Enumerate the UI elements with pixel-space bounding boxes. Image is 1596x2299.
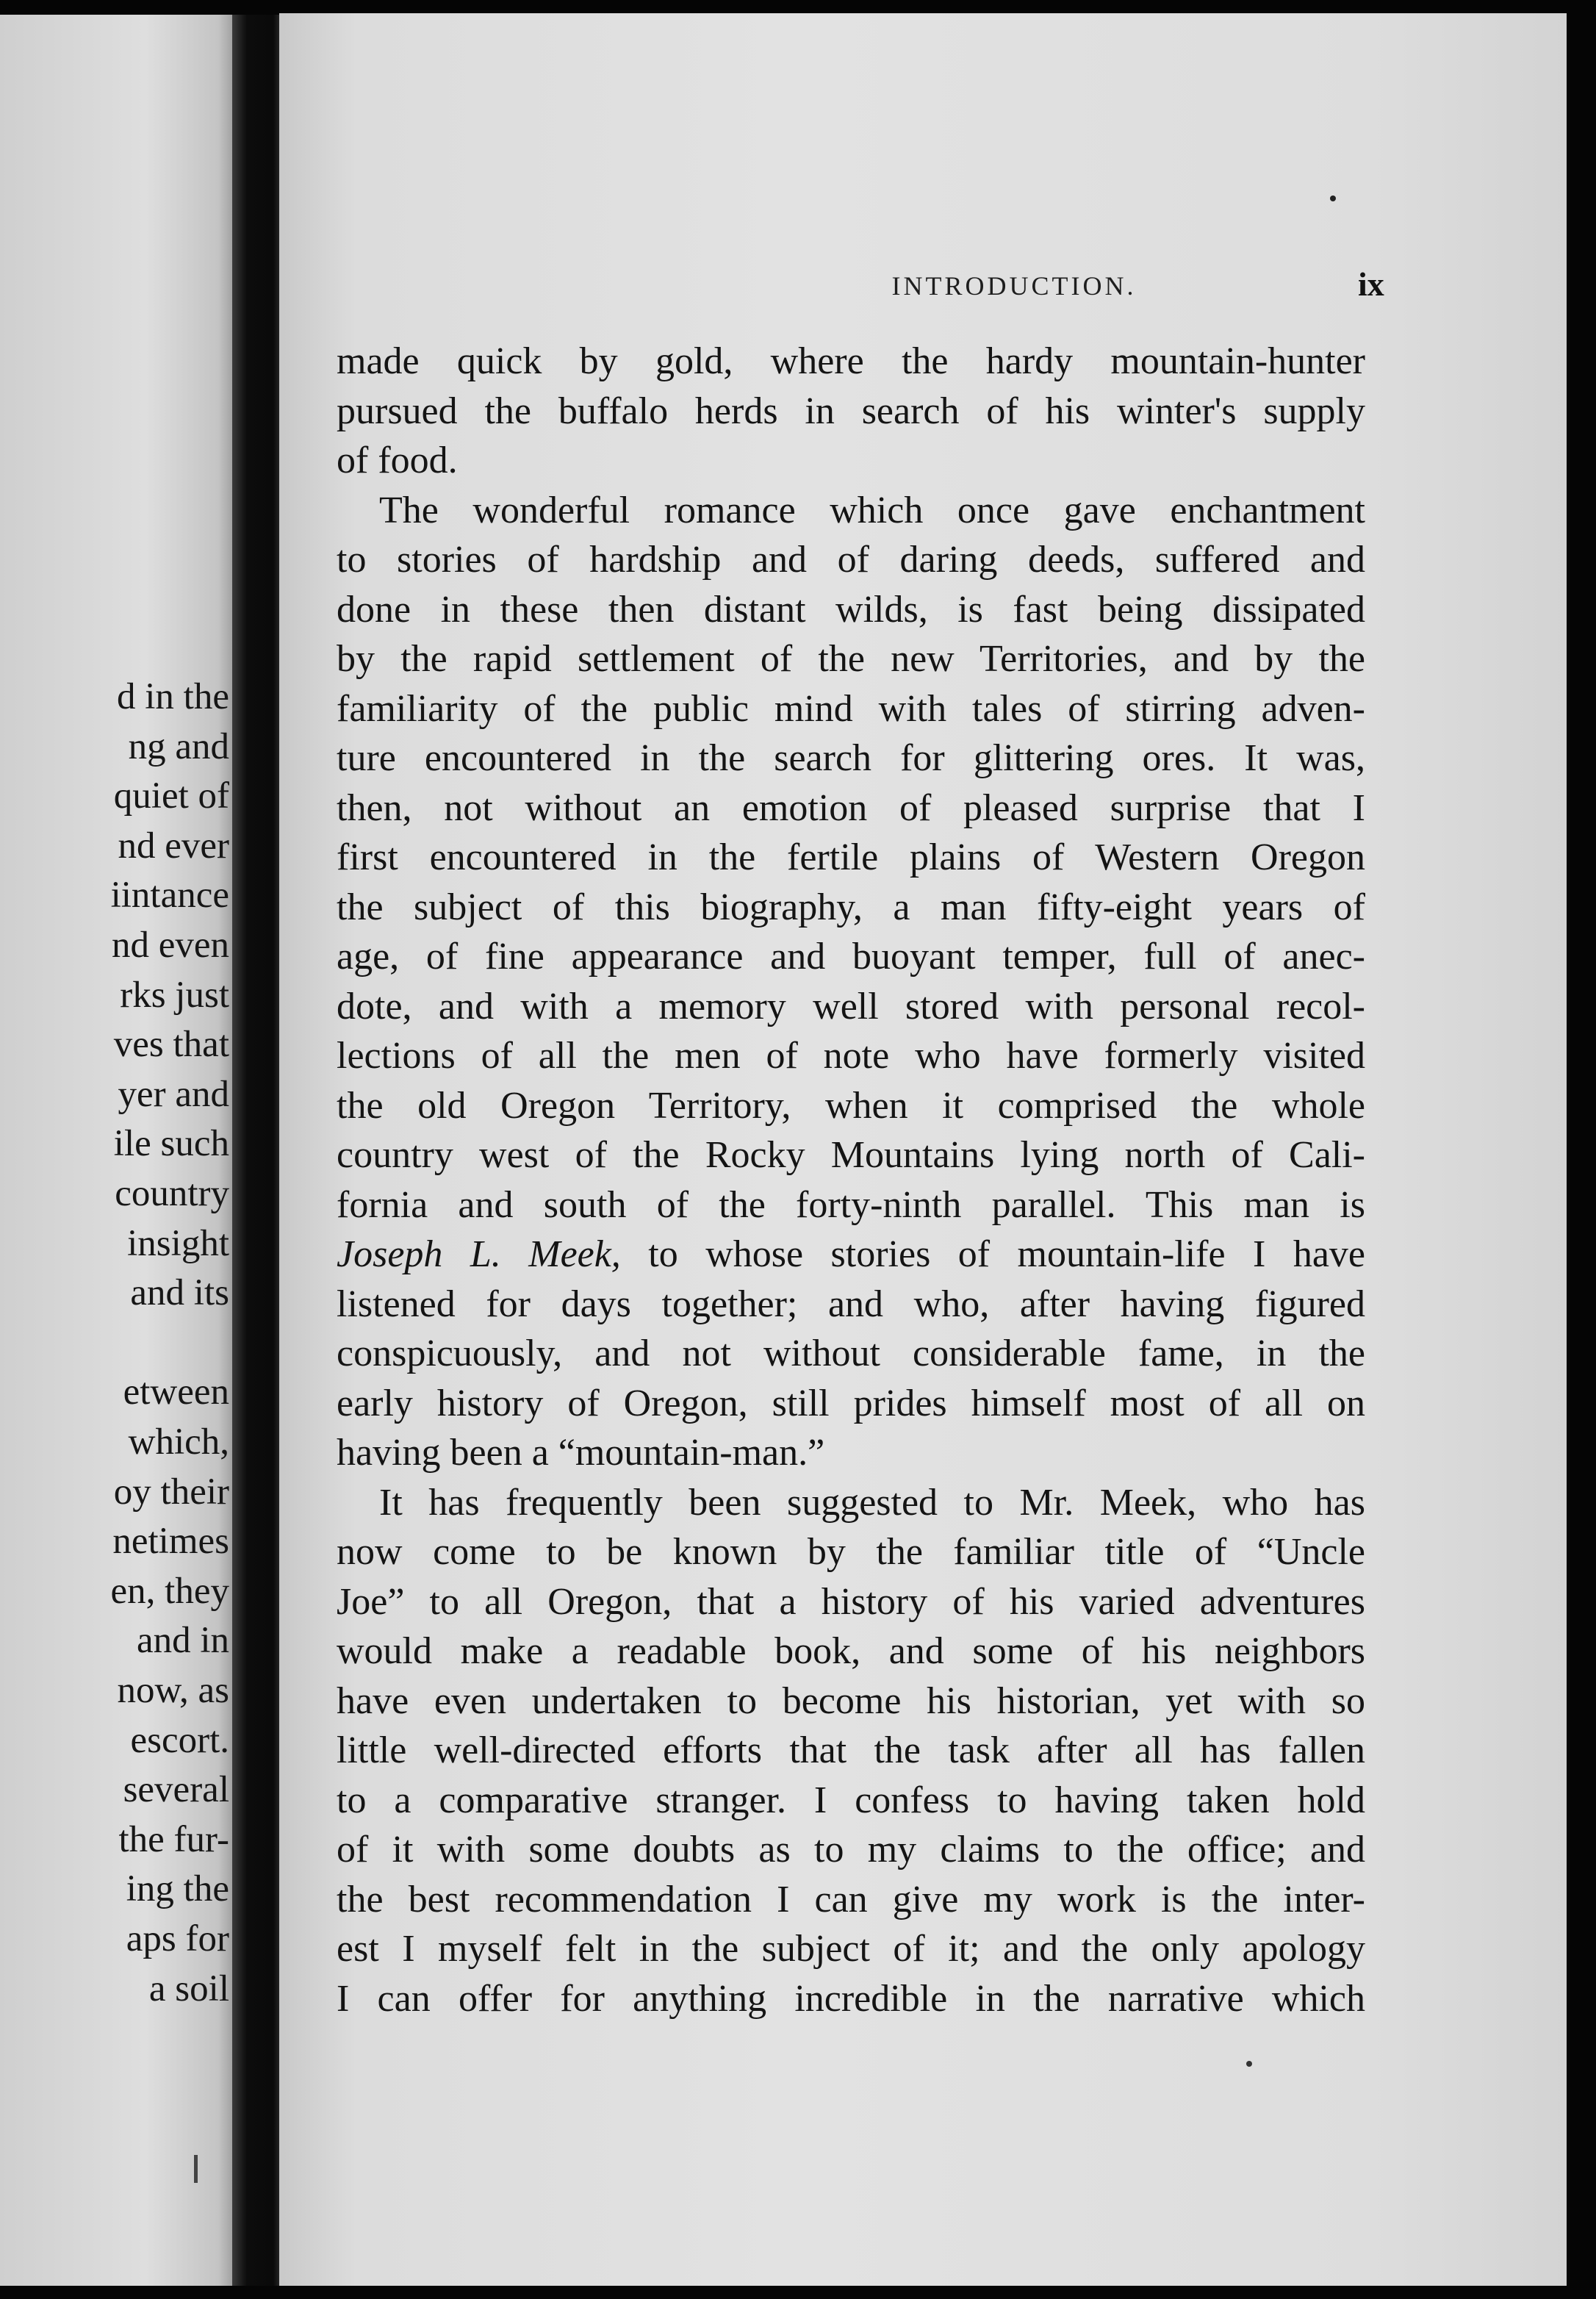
text-line: ture encountered in the search for glittering ores. It was, — [337, 737, 1365, 779]
facing-page-line: nd ever — [118, 825, 229, 867]
text-line: done in these then distant wilds, is fast being dissipated — [337, 588, 1365, 631]
page-right — [279, 13, 1567, 2286]
text-line: would make a readable book, and some of his neighbors — [337, 1630, 1365, 1672]
text-line: having been a “mountain-man.” — [337, 1432, 825, 1474]
facing-page-line: etween — [123, 1371, 229, 1413]
text-line: fornia and south of the forty-ninth parallel. This man is — [337, 1183, 1365, 1226]
text-line: dote, and with a memory well stored with personal recol- — [337, 985, 1365, 1027]
text-line: made quick by gold, where the hardy mountain-hunter — [337, 340, 1365, 382]
facing-page-line: insight — [127, 1222, 229, 1264]
text-line: first encountered in the fertile plains of Western Oregon — [337, 836, 1365, 878]
facing-page-line: iintance — [110, 875, 229, 917]
paragraph-2 — [337, 486, 1365, 1478]
running-head: INTRODUCTION. — [891, 271, 1137, 301]
facing-page-line: ing the — [126, 1868, 229, 1910]
facing-page-line: ves that — [113, 1024, 229, 1066]
text-line: then, not without an emotion of pleased surprise that I — [337, 786, 1365, 829]
ink-mark — [194, 2155, 198, 2183]
facing-page-line: which, — [128, 1421, 229, 1463]
text-line: of it with some doubts as to my claims to the office; and — [337, 1829, 1365, 1871]
text-line: to stories of hardship and of daring deeds, suffered and — [337, 539, 1365, 581]
facing-page-line: quiet of — [113, 775, 229, 817]
text-line: est I myself felt in the subject of it; and the only apology — [337, 1928, 1365, 1970]
facing-page-line: nd even — [111, 925, 229, 966]
facing-page-line: country — [115, 1173, 229, 1214]
facing-page-left — [0, 15, 242, 2286]
text-line: pursued the buffalo herds in search of his winter's supply — [337, 390, 1365, 432]
facing-page-line: escort. — [130, 1719, 229, 1761]
facing-page-line: now, as — [117, 1670, 229, 1711]
paragraph-1 — [337, 337, 1365, 486]
text-line: of food. — [337, 440, 458, 481]
facing-page-line: en, they — [110, 1570, 229, 1612]
text-line: the subject of this biography, a man fifty-eight years of — [337, 886, 1365, 928]
text-line: have even undertaken to become his historian, yet with so — [337, 1679, 1365, 1722]
facing-page-line: rks just — [120, 974, 229, 1016]
facing-page-line: a soil — [148, 1968, 229, 2009]
text-line: the best recommendation I can give my work is the inter- — [337, 1878, 1365, 1920]
text-line: little well-directed efforts that the task after all has fallen — [337, 1729, 1365, 1771]
text-line: I can offer for anything incredible in the narrative which — [337, 1977, 1365, 2020]
facing-page-line: yer and — [118, 1073, 229, 1115]
text-line: early history of Oregon, still prides himself most of all on — [337, 1382, 1365, 1424]
text-line: The wonderful romance which once gave enchantment — [379, 489, 1365, 531]
text-line-with-name — [337, 1230, 1365, 1280]
facing-page-line: and in — [136, 1620, 229, 1662]
text-line: now come to be known by the familiar title of “Uncle — [337, 1531, 1365, 1573]
text-line: lections of all the men of note who have formerly visited — [337, 1035, 1365, 1077]
facing-page-line: several — [123, 1769, 229, 1811]
facing-page-line: oy their — [113, 1471, 229, 1513]
facing-page-line: the fur- — [118, 1818, 229, 1860]
text-line: by the rapid settlement of the new Territories, and by the — [337, 638, 1365, 680]
facing-page-line: netimes — [112, 1521, 229, 1563]
text-line: to a comparative stranger. I confess to having taken hold — [337, 1779, 1365, 1821]
ink-speck — [1246, 2061, 1252, 2067]
text-line: conspicuously, and not without considerable fame, in the — [337, 1333, 1365, 1374]
text-line: listened for days together; and who, after having figured — [337, 1283, 1365, 1325]
text-line: age, of fine appearance and buoyant temper, full of anec- — [337, 936, 1365, 978]
page-number: ix — [1358, 265, 1384, 303]
ink-speck — [1330, 196, 1336, 201]
text-line: familiarity of the public mind with tales of stirring adven- — [337, 687, 1365, 730]
text-line: It has frequently been suggested to Mr. Meek, who has — [379, 1481, 1365, 1524]
text-line: the old Oregon Territory, when it comprised the whole — [337, 1084, 1365, 1127]
facing-page-line: and its — [130, 1272, 229, 1314]
text-fragment: to whose stories of mountain-life I have — [620, 1233, 1365, 1275]
facing-page-line: aps for — [126, 1918, 229, 1959]
facing-page-line: d in the — [117, 676, 229, 717]
body-text — [337, 337, 1365, 2023]
text-line: country west of the Rocky Mountains lying north of Cali- — [337, 1134, 1365, 1176]
facing-page-line: ile such — [113, 1123, 229, 1165]
facing-page-line: ng and — [128, 725, 229, 767]
paragraph-3 — [337, 1478, 1365, 2024]
person-name: Joseph L. Meek, — [337, 1233, 621, 1275]
text-line: Joe” to all Oregon, that a history of his varied adventures — [337, 1580, 1365, 1623]
